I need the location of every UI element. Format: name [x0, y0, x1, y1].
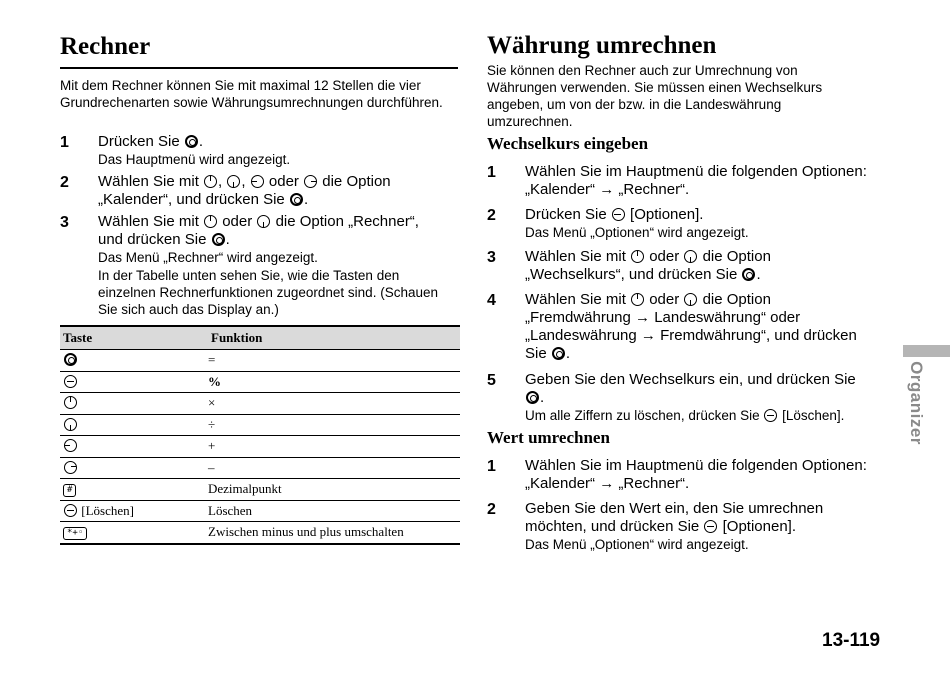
step-text: ,: [241, 173, 250, 190]
step-number: 4: [487, 292, 496, 309]
step-note: Um alle Ziffern zu löschen, drücken Sie: [525, 408, 764, 423]
step-note: Das Hauptmenü wird angezeigt.: [98, 152, 291, 167]
step-text: oder: [645, 291, 684, 308]
step-text: .: [225, 231, 230, 248]
table-header: Funktion: [208, 326, 460, 350]
table-header: Taste: [60, 326, 208, 350]
center-key-icon: [742, 268, 755, 281]
down-key-icon: [227, 175, 240, 188]
step-text: .: [303, 191, 309, 208]
step-text: „Landeswährung → Fremdwährung“, und drücken: [525, 327, 857, 344]
function-cell: Löschen: [208, 500, 460, 522]
step-text: „Wechselkurs“, und drücken Sie: [525, 266, 742, 283]
step-text: „Kalender“ → „Rechner“.: [525, 475, 690, 492]
chapter-tab-label: Organizer: [907, 361, 926, 445]
step-number: 2: [487, 207, 496, 224]
step-text: Sie: [525, 345, 551, 362]
center-key-icon: [185, 135, 198, 148]
step-text: die Option „Rechner“,: [271, 213, 419, 230]
table-row: [60, 436, 460, 458]
function-cell: –: [208, 457, 460, 479]
up-key-icon: [631, 293, 644, 306]
step-text: Drücken Sie: [525, 206, 611, 223]
step-number: 1: [60, 134, 69, 151]
up-key-icon: [631, 250, 644, 263]
subsection-heading: Wert umrechnen: [487, 428, 610, 447]
step-text: Wählen Sie im Hauptmenü die folgenden Optionen:: [525, 457, 867, 474]
step-text: .: [565, 345, 571, 362]
rechner-step-1: [60, 133, 460, 169]
step-number: 5: [487, 372, 496, 389]
step-text: Drücken Sie: [98, 133, 184, 150]
table-row: [60, 393, 460, 415]
rechner-step-3: [60, 213, 460, 321]
right-key-icon: [304, 175, 317, 188]
title-rule: [60, 67, 458, 69]
step-text: Wählen Sie mit: [98, 213, 204, 230]
wechselkurs-step-3: [487, 248, 887, 286]
step-note: Das Menü „Optionen“ wird angezeigt.: [525, 225, 749, 240]
step-text: die Option: [698, 291, 771, 308]
step-number: 1: [487, 458, 496, 475]
right-key-icon: [64, 461, 77, 474]
chapter-tab: [903, 345, 950, 357]
down-key-icon: [257, 215, 270, 228]
up-key-icon: [204, 215, 217, 228]
center-key-icon: [212, 233, 225, 246]
function-cell: +: [208, 436, 460, 458]
function-cell: =: [208, 350, 460, 372]
table-row: [60, 350, 460, 372]
table-row: [60, 414, 460, 436]
function-cell: Dezimalpunkt: [208, 479, 460, 501]
table-row: [60, 457, 460, 479]
left-key-icon: [64, 439, 77, 452]
step-text: .: [198, 133, 204, 150]
step-note: Das Menü „Rechner“ wird angezeigt.: [98, 250, 318, 265]
up-key-icon: [204, 175, 217, 188]
center-key-icon: [290, 193, 303, 206]
step-text: die Option: [698, 248, 771, 265]
wechselkurs-step-5: [487, 371, 887, 425]
step-number: 3: [487, 249, 496, 266]
down-key-icon: [64, 418, 77, 431]
function-cell: ×: [208, 393, 460, 415]
step-text: [Optionen].: [625, 206, 704, 223]
step-text: oder: [264, 173, 304, 190]
step-text: [Optionen].: [718, 518, 797, 535]
function-cell: ÷: [208, 414, 460, 436]
step-text: oder: [645, 248, 684, 265]
step-note: In der Tabelle unten sehen Sie, wie die Tasten den einzelnen Rechnerfunktionen zugeordnet sind. (Schauen Sie sich auch das Display an.): [98, 268, 438, 317]
step-note: Das Menü „Optionen“ wird angezeigt.: [525, 537, 749, 552]
table-header-row: [60, 326, 460, 350]
key-function-table: [60, 325, 460, 545]
step-text: Wählen Sie mit: [525, 291, 631, 308]
star-key-icon: *+◦: [63, 527, 87, 540]
left-soft-key-icon: [764, 409, 777, 422]
function-cell: Zwischen minus und plus umschalten: [208, 522, 460, 544]
step-text: oder: [218, 213, 257, 230]
center-key-icon: [526, 391, 539, 404]
step-text: Geben Sie den Wechselkurs ein, und drücken Sie: [525, 371, 856, 388]
waehrung-intro: Sie können den Rechner auch zur Umrechnung von Währungen verwenden. Sie müssen einen Wechselkurs angeben, um von der bzw. in die Landeswährung umzurechnen.: [487, 63, 823, 129]
step-text: ,: [218, 173, 227, 190]
step-text: die Option: [318, 173, 391, 190]
key-label: [Löschen]: [78, 502, 134, 518]
subsection-heading: Wechselkurs eingeben: [487, 134, 649, 153]
center-key-icon: [64, 353, 77, 366]
down-key-icon: [684, 250, 697, 263]
step-text: Wählen Sie mit: [98, 173, 204, 190]
wechselkurs-step-4: [487, 291, 887, 365]
step-number: 2: [60, 174, 69, 191]
page-title: Rechner: [60, 33, 151, 60]
hash-key-icon: #: [63, 484, 76, 497]
step-text: .: [540, 389, 545, 406]
step-number: 3: [60, 214, 69, 231]
up-key-icon: [64, 396, 77, 409]
step-text: Wählen Sie im Hauptmenü die folgenden Optionen:: [525, 163, 867, 180]
rechner-intro: Mit dem Rechner können Sie mit maximal 12 Stellen die vier Grundrechenarten sowie Währungsumrechnungen durchführen.: [60, 78, 443, 110]
step-text: „Fremdwährung → Landeswährung“ oder: [525, 309, 801, 326]
step-number: 1: [487, 164, 496, 181]
wert-step-2: [487, 500, 887, 556]
step-text: und drücken Sie: [98, 231, 211, 248]
step-text: .: [756, 266, 761, 283]
step-number: 2: [487, 501, 496, 518]
wert-step-1: [487, 457, 887, 495]
step-text: Wählen Sie mit: [525, 248, 631, 265]
table-row: [60, 479, 460, 501]
step-text: Geben Sie den Wert ein, den Sie umrechnen: [525, 500, 824, 517]
wechselkurs-step-2: [487, 206, 887, 242]
table-row: [60, 371, 460, 393]
function-cell: %: [208, 371, 460, 393]
center-key-icon: [552, 347, 565, 360]
left-key-icon: [251, 175, 264, 188]
right-soft-key-icon: [612, 208, 625, 221]
section-title: Währung umrechnen: [487, 32, 717, 59]
wechselkurs-step-1: [487, 163, 887, 201]
step-text: „Kalender“ → „Rechner“.: [525, 181, 690, 198]
right-soft-key-icon: [704, 520, 717, 533]
table-row: [60, 522, 460, 544]
step-note: [Löschen].: [778, 408, 845, 423]
left-soft-key-icon: [64, 375, 77, 388]
table-row: [60, 500, 460, 522]
step-text: „Kalender“, und drücken Sie: [98, 191, 289, 208]
left-soft-key-icon: [64, 504, 77, 517]
rechner-step-2: [60, 173, 460, 211]
page-number: 13-119: [822, 630, 881, 651]
down-key-icon: [684, 293, 697, 306]
step-text: möchten, und drücken Sie: [525, 518, 704, 535]
